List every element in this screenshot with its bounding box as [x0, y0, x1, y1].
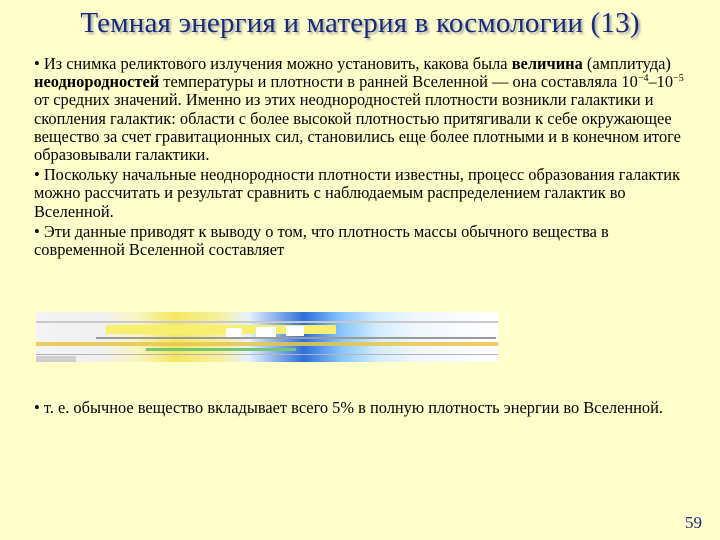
- slide-body: [34, 55, 684, 261]
- bullet: •: [34, 54, 40, 73]
- strip-line: [96, 337, 496, 339]
- strip-band: [256, 327, 276, 337]
- paragraph-galaxy-formation: • Поскольку начальные неоднородности плотности известны, процесс образования галактик можно рассчитать и результат сравнить с наблюдаемым распределением галактик во Вселенной.: [34, 165, 681, 221]
- paragraph-ordinary-matter: • т. е. обычное вещество вкладывает всего 5% в полную плотность энергии во Вселенной.: [34, 398, 663, 417]
- formula-image-strip: [36, 312, 498, 362]
- strip-line: [146, 348, 296, 351]
- exponent: −5: [673, 73, 684, 85]
- slide-title: Темная энергия и материя в космологии (13): [80, 7, 640, 39]
- exponent: −4: [637, 73, 649, 85]
- strip-band: [226, 328, 242, 337]
- strip-band: [36, 342, 498, 346]
- strip-band: [286, 326, 304, 336]
- paragraph-mass-density: • Эти данные приводят к выводу о том, что плотность массы обычного вещества в современной Вселенной составляет: [34, 221, 609, 260]
- text-run: Из снимка реликтового излучения можно установить, какова была: [39, 54, 512, 73]
- text-run: температуры и плотности в ранней Вселенной — она составляла 10: [159, 72, 638, 92]
- text-run: –10: [648, 72, 674, 92]
- strip-band: [36, 356, 76, 362]
- text-run: от средних значений. Именно из этих неоднородностей плотности возникли галактики и скопления галактик: области с более высокой плотностью притягивали к себе окружающее вещество за счет гравитационных сил, становились еще более плотными и в конечном итоге образовывали галактики.: [34, 90, 681, 165]
- bold-term-magnitude: величина: [511, 54, 583, 73]
- bold-term-inhomogeneities: неоднородностей: [34, 72, 160, 92]
- text-run: (амплитуда): [582, 54, 671, 73]
- strip-line: [36, 354, 498, 355]
- paragraph-relic-radiation: [34, 55, 684, 164]
- strip-line: [36, 321, 498, 323]
- page-number: 59: [685, 513, 702, 532]
